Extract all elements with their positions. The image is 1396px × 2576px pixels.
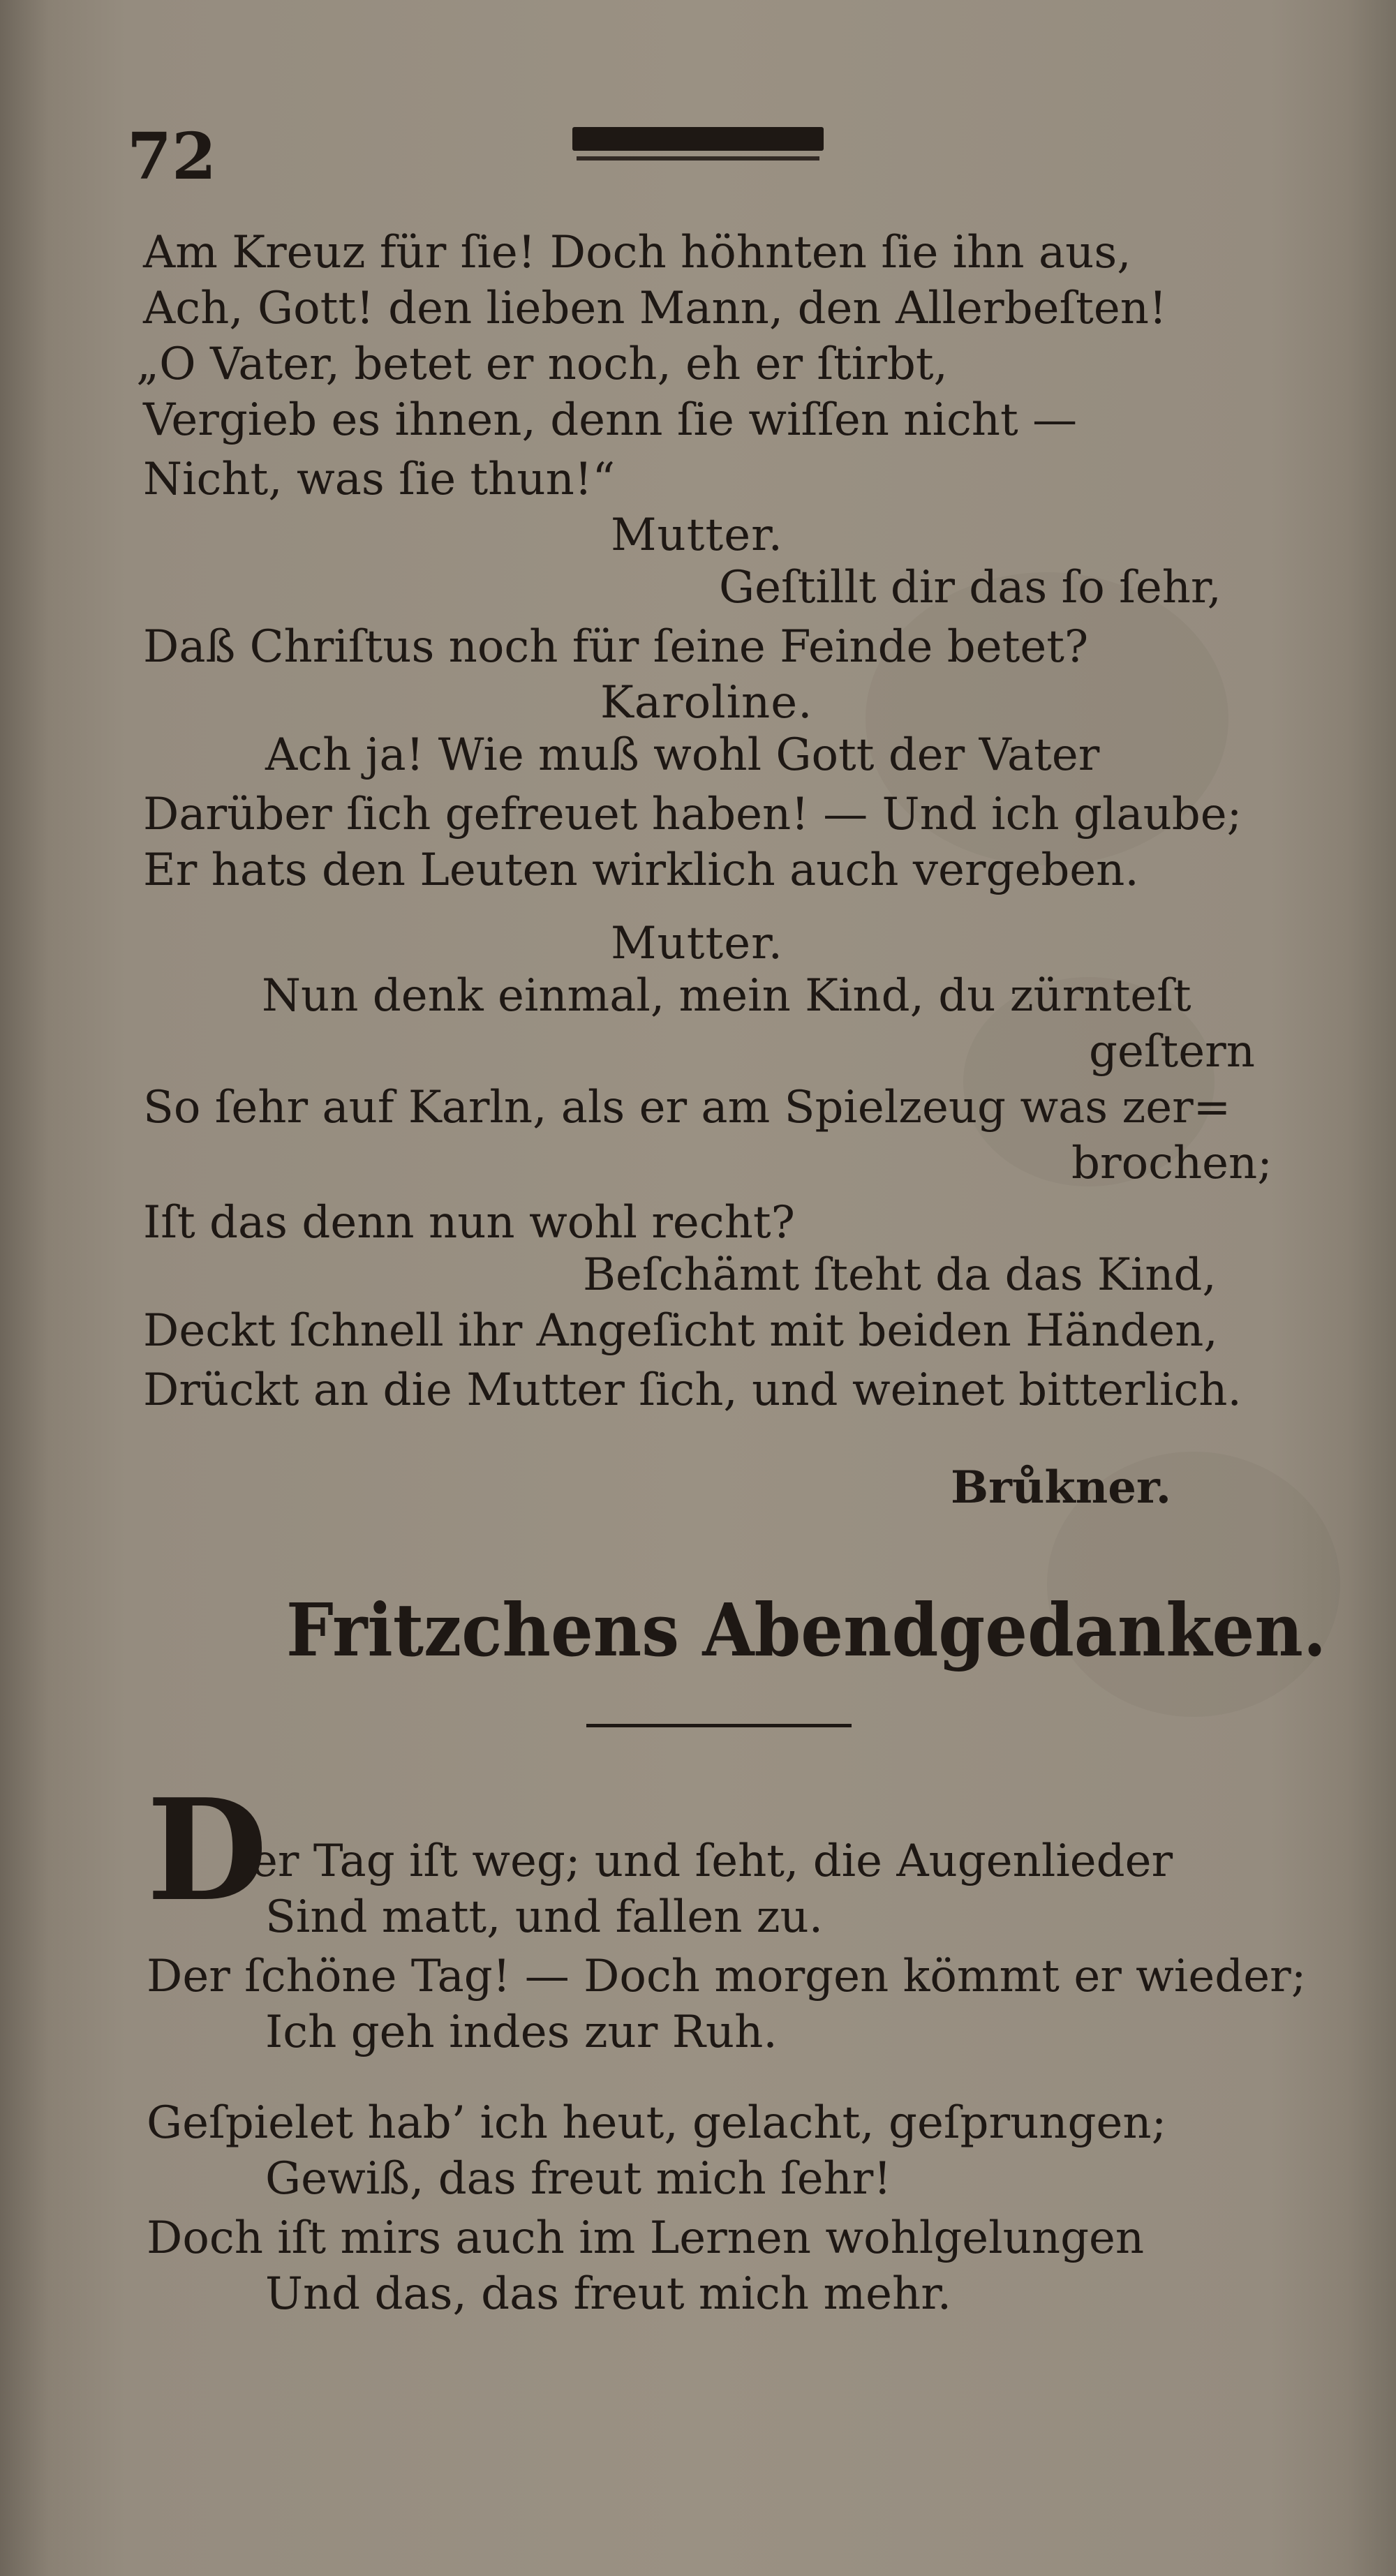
speaker-label: Mutter. — [611, 509, 783, 561]
poem-line: Ich geh indes zur Ruh. — [265, 2007, 778, 2058]
dialogue-line-continuation: geſtern — [1089, 1026, 1255, 1078]
title-rule — [586, 1724, 852, 1727]
poem-line: Sind matt, und fallen zu. — [265, 1891, 824, 1943]
poem-line: Doch iſt mirs auch im Lernen wohlgelungen — [147, 2212, 1145, 2264]
poem-line: Der ſchöne Tag! — Doch morgen kömmt er wieder; — [147, 1951, 1307, 2002]
dialogue-line: Vergieb es ihnen, denn ſie wiſſen nicht — — [143, 394, 1078, 446]
poem-line: Gewiß, das freut mich ſehr! — [265, 2153, 892, 2205]
speaker-label: Mutter. — [611, 918, 783, 969]
dialogue-line: Iſt das denn nun wohl recht? — [143, 1197, 795, 1249]
dialogue-line: Daß Chriſtus noch für ſeine Feinde betet? — [143, 621, 1089, 673]
dialogue-line-continuation: brochen; — [1071, 1138, 1272, 1189]
page-number: 72 — [127, 119, 217, 194]
drop-cap: D — [147, 1769, 268, 1933]
author-attribution: Brůkner. — [951, 1461, 1172, 1514]
dialogue-line: Nun denk einmal, mein Kind, du zürnteſt — [262, 970, 1191, 1022]
dialogue-line: Deckt ſchnell ihr Angeſicht mit beiden Händen, — [143, 1305, 1218, 1357]
dialogue-line: Ach ja! Wie muß wohl Gott der Vater — [265, 729, 1100, 781]
speaker-label: Karoline. — [600, 677, 813, 729]
poem-line: Geſpielet hab’ ich heut, gelacht, geſprungen; — [147, 2097, 1167, 2149]
dialogue-line: So ſehr auf Karln, als er am Spielzeug was zer= — [143, 1082, 1231, 1133]
dialogue-line: Nicht, was ſie thun!“ — [143, 454, 616, 505]
dialogue-line: Beſchämt ſteht da das Kind, — [583, 1249, 1217, 1301]
dialogue-line: Er hats den Leuten wirklich auch vergeben. — [143, 844, 1139, 896]
header-ornament-rule-thin — [577, 156, 819, 161]
dialogue-line: Drückt an die Mutter ſich, und weinet bitterlich. — [143, 1364, 1242, 1416]
poem-line: Und das, das freut mich mehr. — [265, 2268, 952, 2320]
dialogue-line: Ach, Gott! den lieben Mann, den Allerbeſten! — [143, 283, 1167, 334]
poem-line: er Tag iſt weg; und ſeht, die Augenlieder — [251, 1836, 1173, 1887]
dialogue-line: Geſtillt dir das ſo ſehr, — [719, 562, 1222, 613]
poem-title: Fritzchens Abendgedanken. — [286, 1587, 1327, 1673]
dialogue-line: Am Kreuz für ſie! Doch höhnten ſie ihn aus, — [143, 227, 1131, 278]
header-ornament-rule — [572, 127, 824, 151]
dialogue-line: Darüber ſich gefreuet haben! — Und ich glaube; — [143, 789, 1242, 840]
dialogue-line: „O Vater, betet er noch, eh er ſtirbt, — [136, 338, 948, 390]
